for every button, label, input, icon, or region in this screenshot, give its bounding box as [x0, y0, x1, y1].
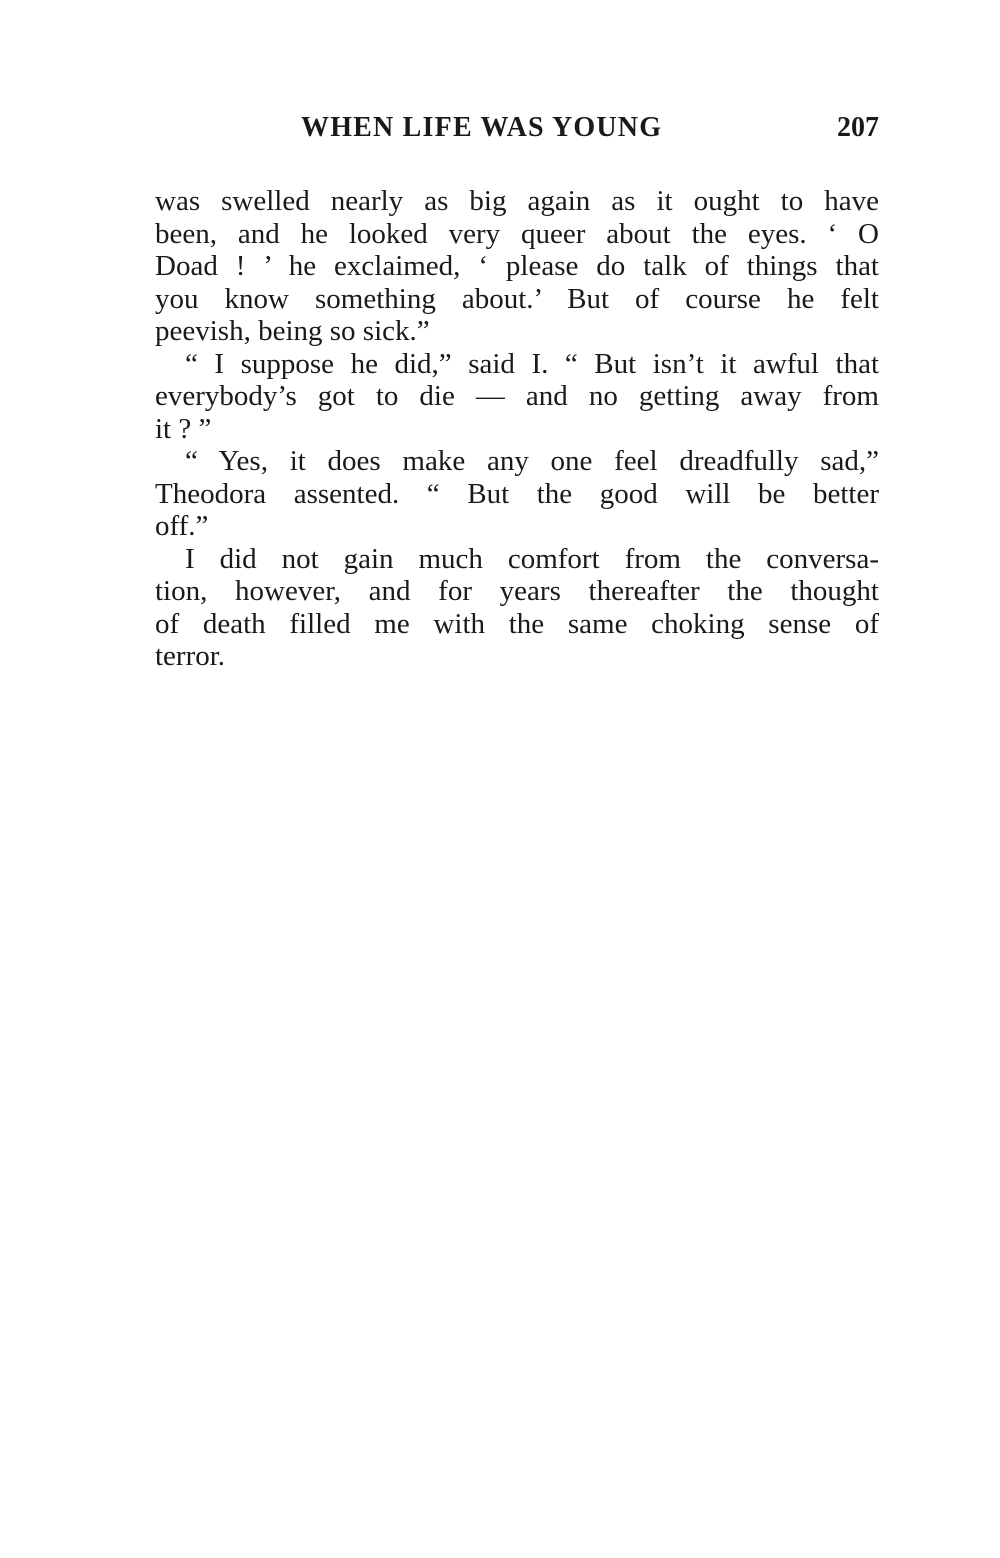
text-line: terror. [155, 640, 226, 672]
page-header [155, 112, 879, 152]
text-line: it ? ” [155, 412, 212, 445]
text-line: everybody’s got to die — and no getting away from [155, 380, 879, 412]
text-line: “ Yes, it does make any one feel dreadfully sad,” [185, 445, 879, 477]
text-line: I did not gain much comfort from the conversa- [185, 542, 879, 575]
text-line: off.” [155, 510, 209, 542]
text-line: peevish, being so sick.” [155, 315, 430, 347]
text-line: tion, however, and for years thereafter the thought [155, 575, 879, 607]
body-text [155, 185, 879, 673]
running-title: WHEN LIFE WAS YOUNG [301, 112, 663, 143]
page-number: 207 [837, 112, 879, 143]
text-line: was swelled nearly as big again as it ought to have [155, 185, 879, 217]
text-line: you know something about.’ But of course he felt [155, 282, 879, 315]
text-line: Theodora assented. “ But the good will be better [155, 477, 879, 510]
text-line: been, and he looked very queer about the eyes. ‘ O [155, 217, 879, 250]
text-line: Doad ! ’ he exclaimed, ‘ please do talk of things that [155, 250, 879, 282]
text-line: “ I suppose he did,” said I. “ But isn’t it awful that [185, 347, 879, 380]
text-line: of death filled me with the same choking sense of [155, 607, 879, 640]
